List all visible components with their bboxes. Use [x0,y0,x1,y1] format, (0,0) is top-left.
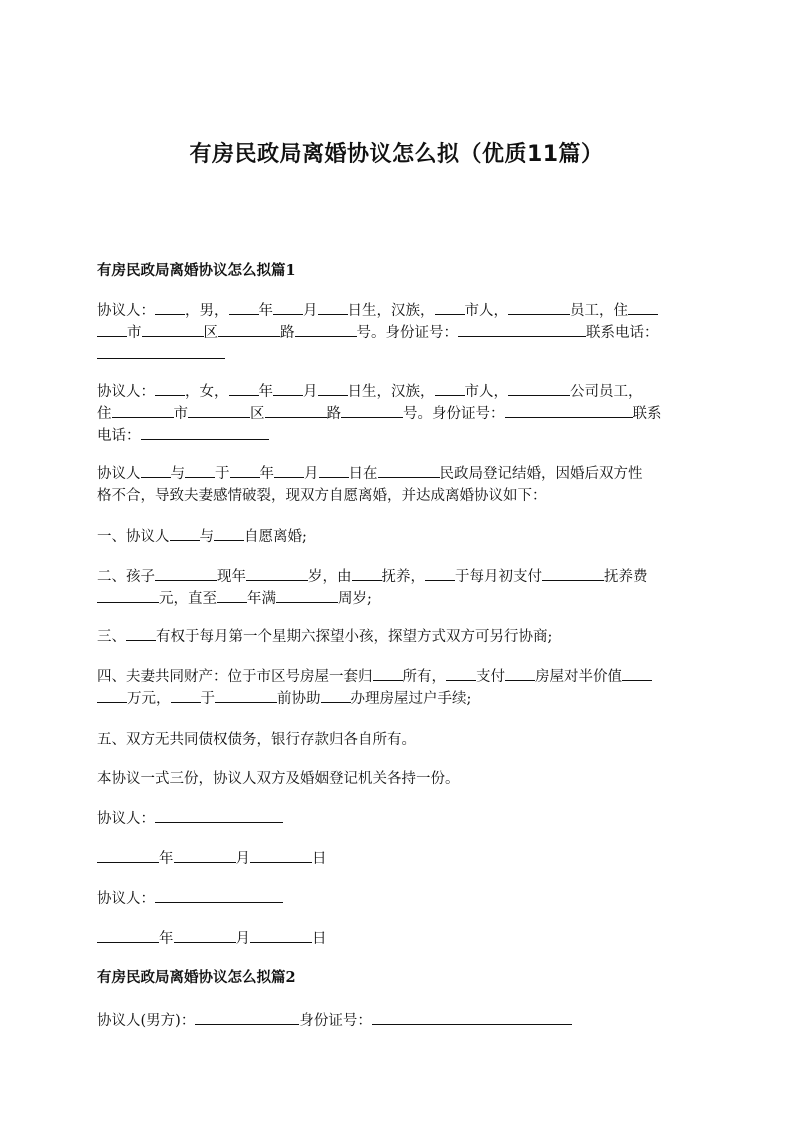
text: 民政局登记结婚，因婚后双方性 [439,466,643,482]
text: 日 [312,931,327,947]
text: 于 [200,691,215,707]
blank [185,463,215,478]
text: 一、协议人 [97,529,170,545]
text: 月 [235,931,250,947]
text: 二、孩子 [97,569,155,585]
blank [174,928,236,943]
blank [295,322,357,337]
text: 市人， [464,384,508,400]
blank [319,463,349,478]
blank [155,808,283,823]
blank [622,666,652,681]
blank [97,928,159,943]
blank [628,300,658,315]
text: 与 [199,529,214,545]
text: 房屋对半价值 [535,669,622,685]
blank [265,403,327,418]
text: 公司员工， [570,384,643,400]
text: 路 [326,406,341,422]
text: 月 [235,851,250,867]
blank [155,300,185,315]
text: 现年 [217,569,246,585]
text: 抚养， [381,569,425,585]
text: ，女， [185,384,229,400]
blank [218,322,280,337]
text: 员工，住 [570,303,628,319]
text: 本协议一式三份，协议人双方及婚姻登记机关各持一份。 [97,771,460,787]
text: 周岁; [338,591,372,607]
blank [542,566,604,581]
text: 日在 [348,466,378,482]
blank [505,666,535,681]
text: 三、 [97,629,126,645]
blank [217,588,247,603]
page-title: 有房民政局离婚协议怎么拟（优质11篇） [189,142,604,167]
text: 身份证号： [299,1013,372,1029]
text: 协议人(男方)： [97,1013,196,1029]
text: 协议人 [97,466,141,482]
blank [188,403,250,418]
text: 于 [215,466,230,482]
text: 年 [159,851,174,867]
blank [372,1010,572,1025]
text: 区 [250,406,265,422]
blank [321,688,351,703]
blank [318,300,348,315]
text: 与 [170,466,185,482]
text: ，男， [185,303,229,319]
text: 日生，汉族， [347,384,435,400]
text: 有权于每月第一个星期六探望小孩，探望方式双方可另行协商; [156,629,553,645]
text: 月 [303,384,318,400]
blank [273,381,303,396]
blank [508,300,570,315]
party-female-paragraph [97,381,697,447]
date-1 [97,848,697,870]
text: 号。身份证号： [403,406,505,422]
text: 年满 [247,591,276,607]
date-2 [97,928,697,950]
section2-party-line [97,1010,697,1032]
section-heading-2: 有房民政局离婚协议怎么拟篇2 [97,969,296,986]
blank [97,848,159,863]
text: 电话： [97,428,141,444]
blank [97,588,159,603]
text: 格不合，导致夫妻感情破裂，现双方自愿离婚，并达成离婚协议如下： [97,488,547,504]
clause-5 [97,729,697,751]
blank [273,300,303,315]
blank [230,463,260,478]
text: 万元， [127,691,171,707]
clause-3 [97,626,697,648]
text: 五、双方无共同债权债务，银行存款归各自所有。 [97,732,416,748]
blank [274,463,304,478]
blank [112,403,174,418]
marriage-paragraph [97,463,697,507]
text: 市 [173,406,188,422]
party-male-paragraph [97,300,697,366]
blank [352,566,382,581]
blank [246,566,308,581]
blank [97,322,127,337]
text: 办理房屋过户手续; [350,691,472,707]
blank [373,666,403,681]
text: 日生，汉族， [347,303,435,319]
blank [126,626,156,641]
text: 区 [203,325,218,341]
text: 年 [259,466,274,482]
text: 路 [280,325,295,341]
blank [425,566,455,581]
text: 住 [97,406,112,422]
blank [229,300,259,315]
text: 协议人： [97,811,155,827]
clause-2 [97,566,697,610]
blank [250,928,312,943]
blank [155,381,185,396]
copies-note [97,768,697,790]
signature-1 [97,808,697,830]
blank [458,322,586,337]
blank [195,1010,299,1025]
blank [174,848,236,863]
section-heading-1: 有房民政局离婚协议怎么拟篇1 [97,262,296,279]
text: 四、夫妻共同财产：位于市区号房屋一套归 [97,669,373,685]
blank [276,588,338,603]
text: 联系 [632,406,662,422]
text: 联系电话： [586,325,659,341]
blank [250,848,312,863]
text: 抚养费 [604,569,648,585]
text: 岁，由 [308,569,352,585]
text: 自愿离婚; [244,529,307,545]
blank [97,344,225,359]
blank [446,666,476,681]
blank [155,888,283,903]
text: 市人， [464,303,508,319]
text: 月 [304,466,319,482]
blank [435,381,465,396]
blank [170,526,200,541]
text: 年 [258,303,273,319]
blank [155,566,217,581]
text: 市 [127,325,142,341]
text: 日 [312,851,327,867]
blank [215,688,277,703]
text: 协议人： [97,384,155,400]
text: 所有， [402,669,446,685]
blank [378,463,440,478]
blank [508,381,570,396]
text: 协议人： [97,891,155,907]
text: 号。身份证号： [356,325,458,341]
clause-4 [97,666,697,710]
blank [229,381,259,396]
text: 月 [303,303,318,319]
blank [341,403,403,418]
text: 年 [258,384,273,400]
blank [505,403,633,418]
signature-2 [97,888,697,910]
blank [142,322,204,337]
clause-1 [97,526,697,548]
blank [97,688,127,703]
blank [141,425,269,440]
blank [214,526,244,541]
blank [435,300,465,315]
text: 元，直至 [159,591,217,607]
text: 前协助 [277,691,321,707]
text: 支付 [476,669,505,685]
text: 协议人： [97,303,155,319]
blank [171,688,201,703]
text: 于每月初支付 [455,569,542,585]
text: 年 [159,931,174,947]
blank [141,463,171,478]
blank [318,381,348,396]
